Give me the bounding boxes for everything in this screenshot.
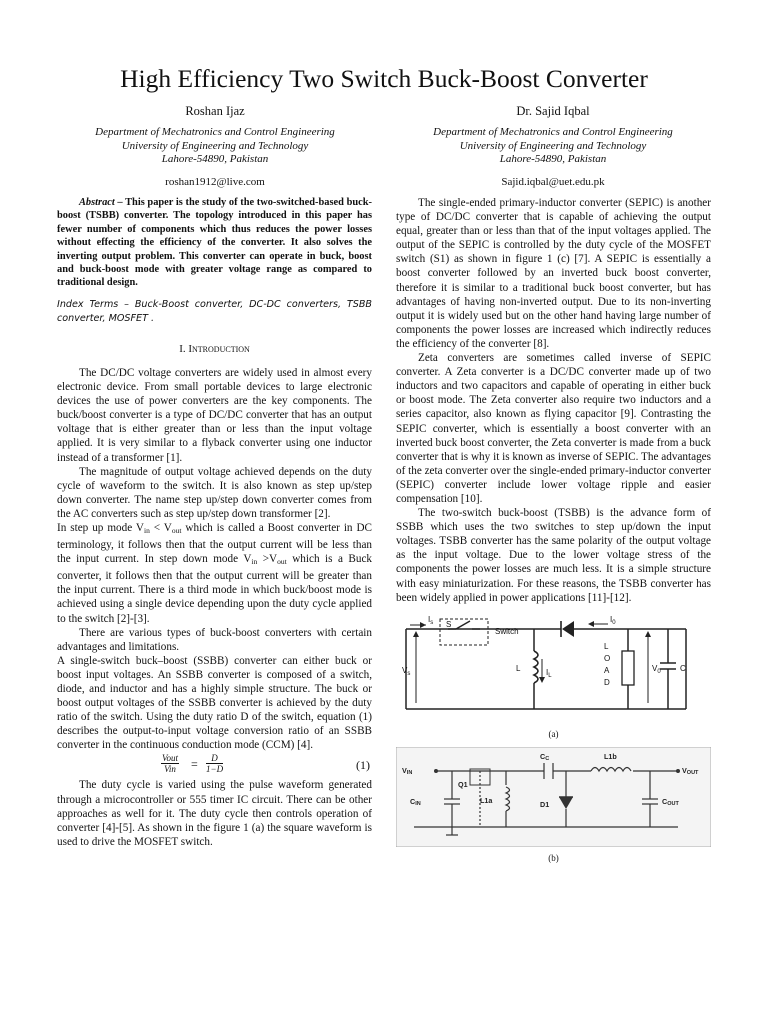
figure-caption-a: (a) (548, 728, 559, 739)
index-terms: Index Terms – Buck-Boost converter, DC-DC converters, TSBB converter, MOSFET . (57, 298, 372, 324)
label-switch: Switch (495, 626, 519, 636)
equation-1 (57, 752, 372, 778)
label-il: $I_L$ (546, 667, 552, 679)
label-load-a: A (604, 665, 610, 675)
section-heading: I. Introduction (179, 342, 250, 355)
author-name: Dr. Sajid Iqbal (516, 104, 590, 118)
label-l1b: L1b (604, 751, 617, 761)
author-block-2 (383, 104, 723, 189)
label-d1: D1 (540, 799, 550, 809)
label-c: C (680, 663, 686, 673)
label-vout: VOUT (682, 765, 699, 776)
label-l: L (516, 663, 521, 673)
label-load-d: D (604, 677, 610, 687)
abstract (57, 196, 372, 290)
author-department: Department of Mechatronics and Control Engineering (95, 126, 335, 138)
left-column (57, 196, 372, 849)
author-city: Lahore-54890, Pakistan (161, 153, 269, 165)
label-vo: $V_0$ (652, 663, 661, 675)
label-cc: CC (540, 751, 550, 762)
label-vs: $V_s$ (402, 665, 411, 677)
author-university: University of Engineering and Technology (459, 139, 647, 152)
abstract-text: This paper is the study of the two-switched-based buck-boost (TSBB) converter. The topology introduced in this paper has fewer number of components which thus reduces the power losses without effecting the efficiency of the converter. It also solves the inverting output problem. This converter can operate in buck, boost and buck-boost mode with greater voltage range as compared to traditional design. (57, 197, 372, 289)
equation-lhs: Vout Vin (162, 753, 179, 775)
figure-1b (396, 747, 711, 865)
figure-1a-schematic (396, 611, 711, 723)
label-l1a: L1a (480, 795, 493, 805)
label-cout: COUT (662, 796, 679, 807)
author-email: Sajid.iqbal@uet.edu.pk (501, 175, 605, 188)
equation-rhs: $\frac{D}{1-D}$ (206, 753, 224, 775)
label-load-o: O (604, 653, 611, 663)
label-is: $I_s$ (428, 614, 434, 626)
figure-caption-b: (b) (548, 853, 559, 863)
paragraph: The two-switch buck-boost (TSBB) is the advance form of SSBB which uses the two switches to step up/down the input voltages. TSBB converter has the same polarity of the output voltage as the input voltage. Due to the lower voltage stress of the components the power losses are much less. It is a simple structure with easy miniaturization. For these reasons, the TSBB converter has been widely applied in power applications [11]-[12]. (396, 507, 711, 604)
paragraph: There are various types of buck-boost converters with certain advantages and limitations. (57, 626, 372, 653)
label-vin: VIN (402, 765, 413, 776)
author-department: Department of Mechatronics and Control Engineering (433, 126, 673, 138)
author-university: University of Engineering and Technology (121, 139, 309, 152)
equation-number: (1) (356, 758, 370, 773)
author-name: Roshan Ijaz (185, 104, 245, 118)
author-city: Lahore-54890, Pakistan (499, 153, 607, 165)
paragraph: The duty cycle is varied using the pulse waveform generated through a microcontroller or 555 timer IC circuit. There can be other approaches as well for it. The duty cycle then controls operation of converter [4]-[5]. As shown in the figure 1 (a) the square waveform is used to drive the MOSFET switch. (57, 779, 372, 848)
figure-1a (396, 611, 711, 741)
paragraph: The single-ended primary-inductor converter (SEPIC) is another type of DC/DC converter that is capable of achieving the output equal, greater than or less than that of the input voltages applied. The output of the SEPIC is controlled by the duty cycle of the MOSFET switch (S1) as shown in figure 1 (c) [7]. A SEPIC is essentially a boost converter followed by an inverted buck boost converter, therefore it is similar to a traditional buck boost converter, but has advantages of having non-inverted output. Due to its non-inverting output it is widely used but on the other hand having large number of components the power losses are increased which indirectly reduces the efficiency of the converter [8]. (396, 197, 711, 350)
label-cin: CIN (410, 796, 421, 807)
author-email: roshan1912@live.com (165, 175, 265, 188)
paragraph: The DC/DC voltage converters are widely used in almost every electronic device. From small portable devices to large electronic devices the use of power converters are the key components. The buck/boost converter is a type of DC/DC converter that has an output voltage that is either greater than or less than the input voltage applied. It is very similar to a flyback converter using one inductor instead of a transformer [1]. (57, 366, 372, 464)
equation-equals: = (191, 757, 198, 772)
author-block-1 (45, 104, 385, 189)
label-q1: Q1 (458, 779, 468, 789)
abstract-label: Abstract – (79, 197, 123, 208)
paragraph: A single-switch buck–boost (SSBB) converter can either buck or boost input voltages. An SSBB converter is composed of a switch, diode, and inductor and has a highly simple structure. The buck or boost output voltages of the SSBB converter is achieved by the duty ratio of the switch. Using the duty ratio D of the switch, equation (1) describes the output-to-input voltage conversion ratio of an SSBB converter in the continuous conduction mode (CCM) [4]. (57, 654, 372, 752)
paragraph: In step up mode $V_{in} < V_{out}$ which is called a Boost converter in DC terminology, it follows then that the output current will be less than the input current. In step down mode $V_{in} >V_{out}$ which is a Buck converter, it follows then that the output current will be greater than the input current. There is a third mode in which buck/boost mode is achieved using a single device depending upon the duty cycle applied to the switch [2]-[3]. (57, 521, 373, 625)
paragraph: Zeta converters are sometimes called inverse of SEPIC converter. A Zeta converter is a DC/DC converter made up of two inductors and two capacitors and capable of operating in either buck or boost mode. The Zeta converter also require two inductors and a series capacitor, also known as flying capacitor [9]. Contrasting the SEPIC converter, which is essentially a boost converter with an inverted buck boost converter, the Zeta converter is made from a buck converter that is why it is known as inverse of SEPIC. The advantages of the zeta converter over the single-ended primary-inductor converter (SEPIC) converter include lower voltage ripple and easier compensation [10]. (396, 352, 711, 505)
paper-title: High Efficiency Two Switch Buck-Boost Converter (120, 64, 648, 93)
right-column (396, 196, 711, 865)
label-load-l: L (604, 641, 609, 651)
label-io: $I_0$ (610, 614, 616, 626)
label-s: S (446, 619, 452, 629)
paragraph: The magnitude of output voltage achieved depends on the duty cycle of waveform to the switch. It is also known as step up/step down converter. The name step up/step down converter comes from the AC converters such as step up/step down transformer [2]. (57, 465, 372, 520)
figure-1b-schematic (396, 747, 711, 847)
